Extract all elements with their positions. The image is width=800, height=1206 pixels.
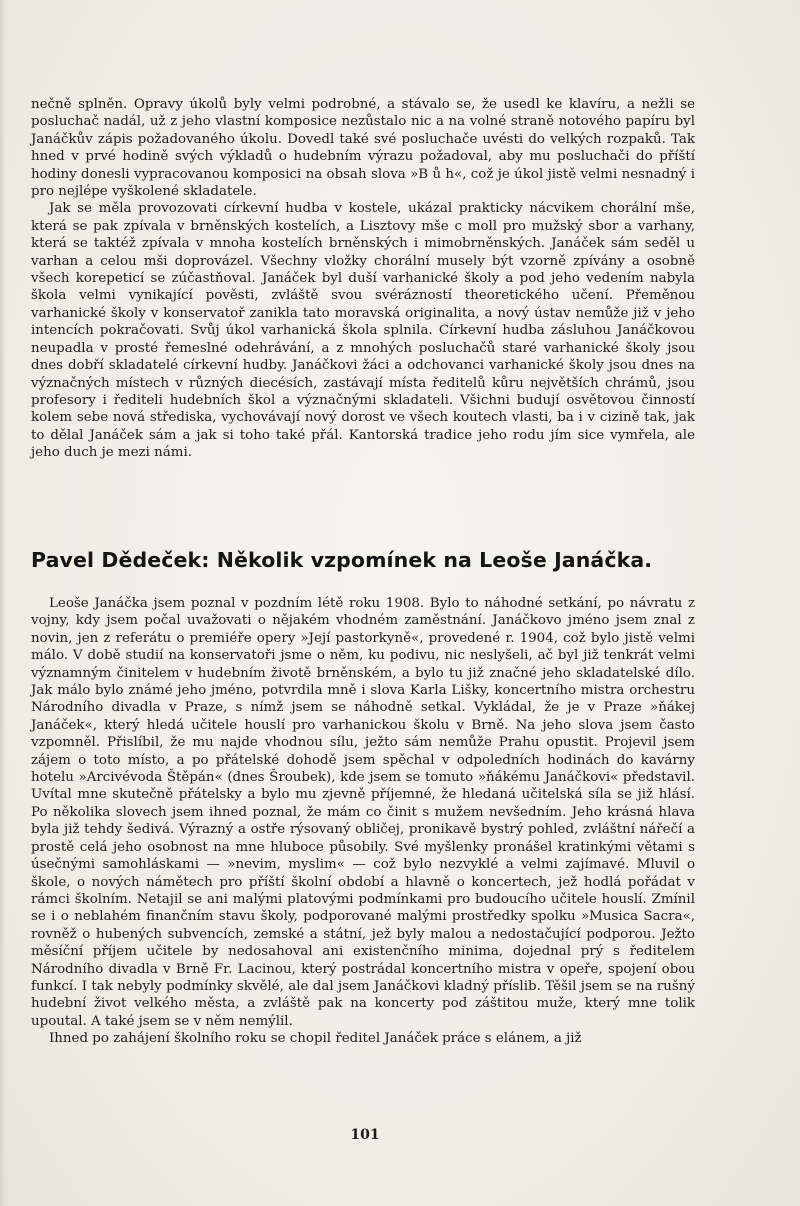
- paragraph-exercise-corrections: nečně splněn. Opravy úkolů byly velmi podrobné, a stávalo se, že usedl ke klavíru, a nežli se posluchač nadál, už z jeho vlastní komposice nezůstalo nic a na volné straně notového papíru byl Janáčkův zápis požadovaného úkolu. Dovedl také své posluchače uvésti do velkých rozpaků. Tak hned v prvé hodině svých výkladů o hudebním výrazu požadoval, aby mu posluchači do příští hodiny donesli vypracovanou komposici na obsah slova »B ů h«, což je úkol jistě velmi nesnadný i pro nejlépe vyškolené skladatele.: [31, 97, 695, 200]
- article-body: [31, 595, 695, 1048]
- paragraph-first-meeting: Leoše Janáčka jsem poznal v pozdním létě roku 1908. Bylo to náhodné setkání, po návratu z vojny, kdy jsem počal uvažovati o nějakém vhodném zaměstnání. Janáčkovo jméno jsem znal z novin, jen z referátu o premiéře opery »Její pastorkyně«, provedené r. 1904, což bylo jistě velmi málo. V době studií na konservatoři jsme o něm, ku podivu, nic neslyšeli, ač byl již tenkrát velmi významným činitelem v hudebním životě brněnském, a bylo tu již značné jeho skladatelské dílo. Jak málo bylo známé jeho jméno, potvrdila mně i slova Karla Lišky, koncertního mistra orchestru Národního divadla v Praze, s nímž jsem se náhodně setkal. Vykládal, že je v Praze »ňákej Janáček«, který hledá učitele houslí pro varhanickou školu v Brně. Na jeho slova jsem často vzpomněl. Přislíbil, že mu najde vhodnou sílu, ježto sám nemůže Prahu opustit. Projevil jsem zájem o toto místo, a po přátelské dohodě jsem spěchal v odpoledních hodinách do kavárny hotelu »Arcivévoda Štěpán« (dnes Šroubek), kde jsem se tomuto »ňákému Janáčkovi« představil. Uvítal mne skutečně přátelsky a bylo mu zjevně příjemné, že hledaná učitelská síla se již hlásí. Po několika slovech jsem ihned poznal, že mám co činit s mužem nevšedním. Jeho krásná hlava byla již tehdy šedivá. Výrazný a ostře rýsovaný obličej, pronikavě bystrý pohled, zvláštní nářečí a prostě celá jeho osobnost na mne hluboce působily. Své myšlenky pronášel kratinkými větami s úsečnými samohláskami — »nevim, myslim« — což bylo nezvyklé a velmi zajímavé. Mluvil o škole, o nových námětech pro příští školní období a hlavně o koncertech, jež hodlá pořádat v rámci školním. Netajil se ani malými platovými podmínkami pro budoucího učitele houslí. Zmínil se i o neblahém finančním stavu školy, podporované malými prostředky spolku »Musica Sacra«, rovněž o hubených subvencích, zemské a státní, jež byly malou a nedostačující podporou. Ježto měsíční příjem učitele by nedosahoval ani existenčního minima, dojednal prý s ředitelem Národního divadla v Brně Fr. Lacinou, který postrádal koncertního mistra v opeře, spojení obou funkcí. I tak nebyly podmínky skvělé, ale dal jsem Janáčkovi kladný příslib. Těšil jsem se na rušný hudební život velkého města, a zvláště pak na koncerty pod záštitou muže, který mne tolik upoutal. A také jsem se v něm nemýlil.: [31, 596, 695, 1029]
- article-heading: Pavel Dědeček: Několik vzpomínek na Leoše Janáčka.: [31, 548, 653, 572]
- article-continuation: [31, 96, 695, 462]
- page-number: 101: [350, 1127, 380, 1143]
- paragraph-church-music: Jak se měla provozovati církevní hudba v kostele, ukázal prakticky nácvikem chorální mše, která se pak zpívala v brněnských kostelích, a Lisztovy mše c moll pro mužský sbor a varhany, která se taktéž zpívala v mnoha kostelích brněnských i mimobrněnských. Janáček sám seděl u varhan a celou mši doprovázel. Všechny vložky chorální musely být vzorně zpívány a osobně všech korepeticí se zúčastňoval. Janáček byl duší varhanické školy a pod jeho vedením nabyla škola velmi vynikající pověsti, zvláště svou svérázností theoretického učení. Přeměnou varhanické školy v konservatoř zanikla tato moravská originalita, a nový ústav nemůže již v jeho intencích pokračovati. Svůj úkol varhanická škola splnila. Církevní hudba zásluhou Janáčkovou neupadla v prosté řemeslné odehrávání, a z mnohých posluchačů staré varhanické školy jsou dnes dobří skladatelé církevní hudby. Janáčkovi žáci a odchovanci varhanické školy jsou dnes na význačných místech v různých diecésích, zastávají místa ředitelů kůru největších chrámů, jsou profesory i řediteli hudebních škol a význačnými skladateli. Všichni budují osvětovou činností kolem sebe nová střediska, vychovávají nový dorost ve všech koutech vlasti, ba i v cizině tak, jak to dělal Janáček sám a jak si toho také přál. Kantorská tradice jeho rodu jím sice vymřela, ale jeho duch je mezi námi.: [31, 201, 695, 461]
- page-binding-shadow: [0, 0, 6, 1206]
- paragraph-school-year: Ihned po zahájení školního roku se chopil ředitel Janáček práce s elánem, a již: [49, 1031, 582, 1047]
